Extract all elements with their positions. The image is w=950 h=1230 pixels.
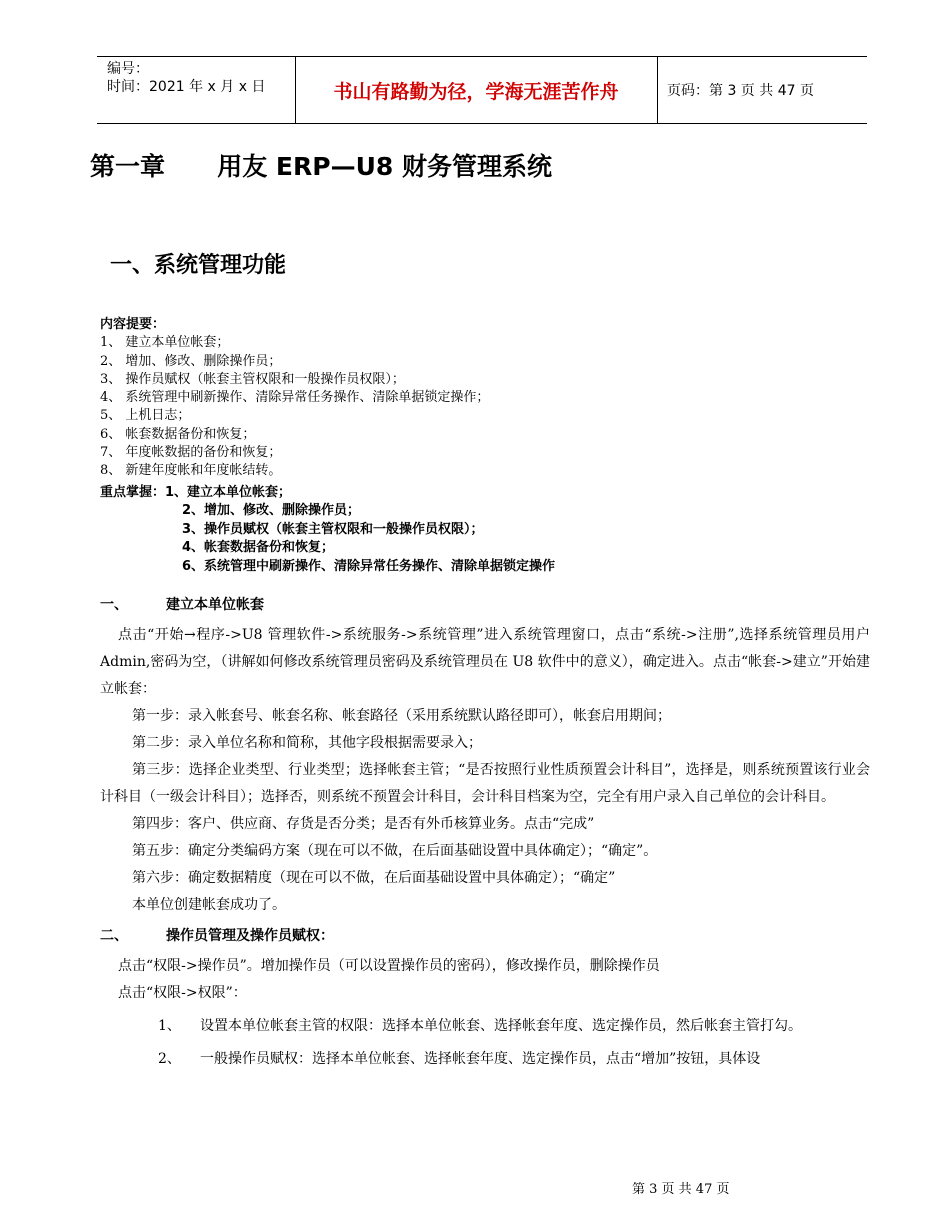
- summary-label: 内容提要：: [100, 317, 166, 332]
- key-point-item: 3、操作员赋权（帐套主管权限和一般操作员权限）；: [182, 521, 484, 537]
- section-title: 一、系统管理功能: [110, 253, 287, 278]
- summary-item: 5、 上机日志；: [100, 408, 191, 424]
- summary-item: 6、 帐套数据备份和恢复；: [100, 426, 256, 442]
- header-page-info: 页码：第 3 页 共 47 页: [667, 83, 814, 99]
- summary-item: 4、 系统管理中刷新操作、清除异常任务操作、清除单据锁定操作；: [100, 390, 490, 406]
- list-item-text: 一般操作员赋权：选择本单位帐套、选择帐套年度、选定操作员，点击“增加”按钮，具体设: [200, 1051, 761, 1067]
- chapter-title: 第一章 用友 ERP—U8 财务管理系统: [90, 152, 552, 181]
- section-2-line: 点击“权限->权限”：: [118, 985, 247, 1001]
- step-paragraph: 本单位创建帐套成功了。: [132, 897, 286, 913]
- step-paragraph: 第六步：确定数据精度（现在可以不做，在后面基础设置中具体确定）；“确定”: [132, 870, 616, 886]
- step-paragraph: 第一步：录入帐套号、帐套名称、帐套路径（采用系统默认路径即可），帐套启用期间；: [132, 708, 671, 724]
- summary-item: 1、 建立本单位帐套；: [100, 335, 230, 351]
- summary-item: 2、 增加、修改、删除操作员；: [100, 353, 282, 369]
- key-point-item: 6、系统管理中刷新操作、清除异常任务操作、清除单据锁定操作: [182, 558, 556, 574]
- key-point-item: 2、增加、修改、删除操作员；: [182, 503, 361, 519]
- list-item-text: 设置本单位帐套主管的权限：选择本单位帐套、选择帐套年度、选定操作员，然后帐套主管打勾。: [200, 1018, 802, 1034]
- header-meta: [107, 60, 265, 96]
- step-paragraph: 第四步：客户、供应商、存货是否分类；是否有外币核算业务。点击“完成”: [132, 816, 595, 832]
- section-1-title: 建立本单位帐套: [166, 597, 264, 613]
- list-item: [100, 1013, 870, 1040]
- time-label: 时间：2021 年 x 月 x 日: [107, 79, 266, 95]
- section-2-title: 操作员管理及操作员赋权：: [166, 928, 334, 944]
- step-paragraph: 第三步：选择企业类型、行业类型；选择帐套主管；“是否按照行业性质预置会计科目”，选择是，则系统预置该行业会计科目（一级会计科目）；选择否，则系统不预置会计科目，会计科目档案为空，完全有用户录入自己单位的会计科目。: [100, 762, 870, 805]
- summary-item: 7、 年度帐数据的备份和恢复；: [100, 445, 282, 461]
- section-2-number: 二、: [100, 928, 128, 944]
- step-paragraph: 第五步：确定分类编码方案（现在可以不做，在后面基础设置中具体确定）；“确定”。: [132, 843, 658, 859]
- document-body: [100, 592, 870, 1079]
- header-motto: 书山有路勤为径，学海无涯苦作舟: [333, 81, 619, 103]
- section-1-intro: 点击“开始→程序->U8 管理软件->系统服务->系统管理”进入系统管理窗口，点击“系统->注册”,选择系统管理员用户 Admin,密码为空，（讲解如何修改系统管理员密码及系统管理员在 U8 软件中的意义），确定进入。点击“帐套->建立”开始建立帐套：: [100, 627, 870, 697]
- step-paragraph: 第二步：录入单位名称和简称，其他字段根据需要录入；: [132, 735, 482, 751]
- content-summary: [100, 316, 489, 481]
- key-point-first: 重点掌握：1、建立本单位帐套；: [100, 485, 292, 500]
- page-footer: 第 3 页 共 47 页: [632, 1182, 730, 1197]
- key-points: [100, 484, 555, 576]
- section-1-heading: [100, 592, 870, 622]
- list-item-number: 1、: [158, 1018, 181, 1034]
- summary-item: 3、 操作员赋权（帐套主管权限和一般操作员权限）；: [100, 371, 405, 387]
- section-1-number: 一、: [100, 597, 128, 613]
- header-divider: [657, 57, 658, 123]
- number-label: 编号：: [107, 61, 149, 77]
- page-header: [97, 56, 867, 124]
- section-2-line: 点击“权限->操作员”。增加操作员（可以设置操作员的密码），修改操作员，删除操作员: [118, 958, 660, 974]
- list-item: [100, 1046, 870, 1073]
- section-2-heading: [100, 923, 870, 953]
- key-point-item: 4、帐套数据备份和恢复；: [182, 540, 335, 556]
- list-item-number: 2、: [158, 1051, 181, 1067]
- summary-item: 8、 新建年度帐和年度帐结转。: [100, 463, 282, 479]
